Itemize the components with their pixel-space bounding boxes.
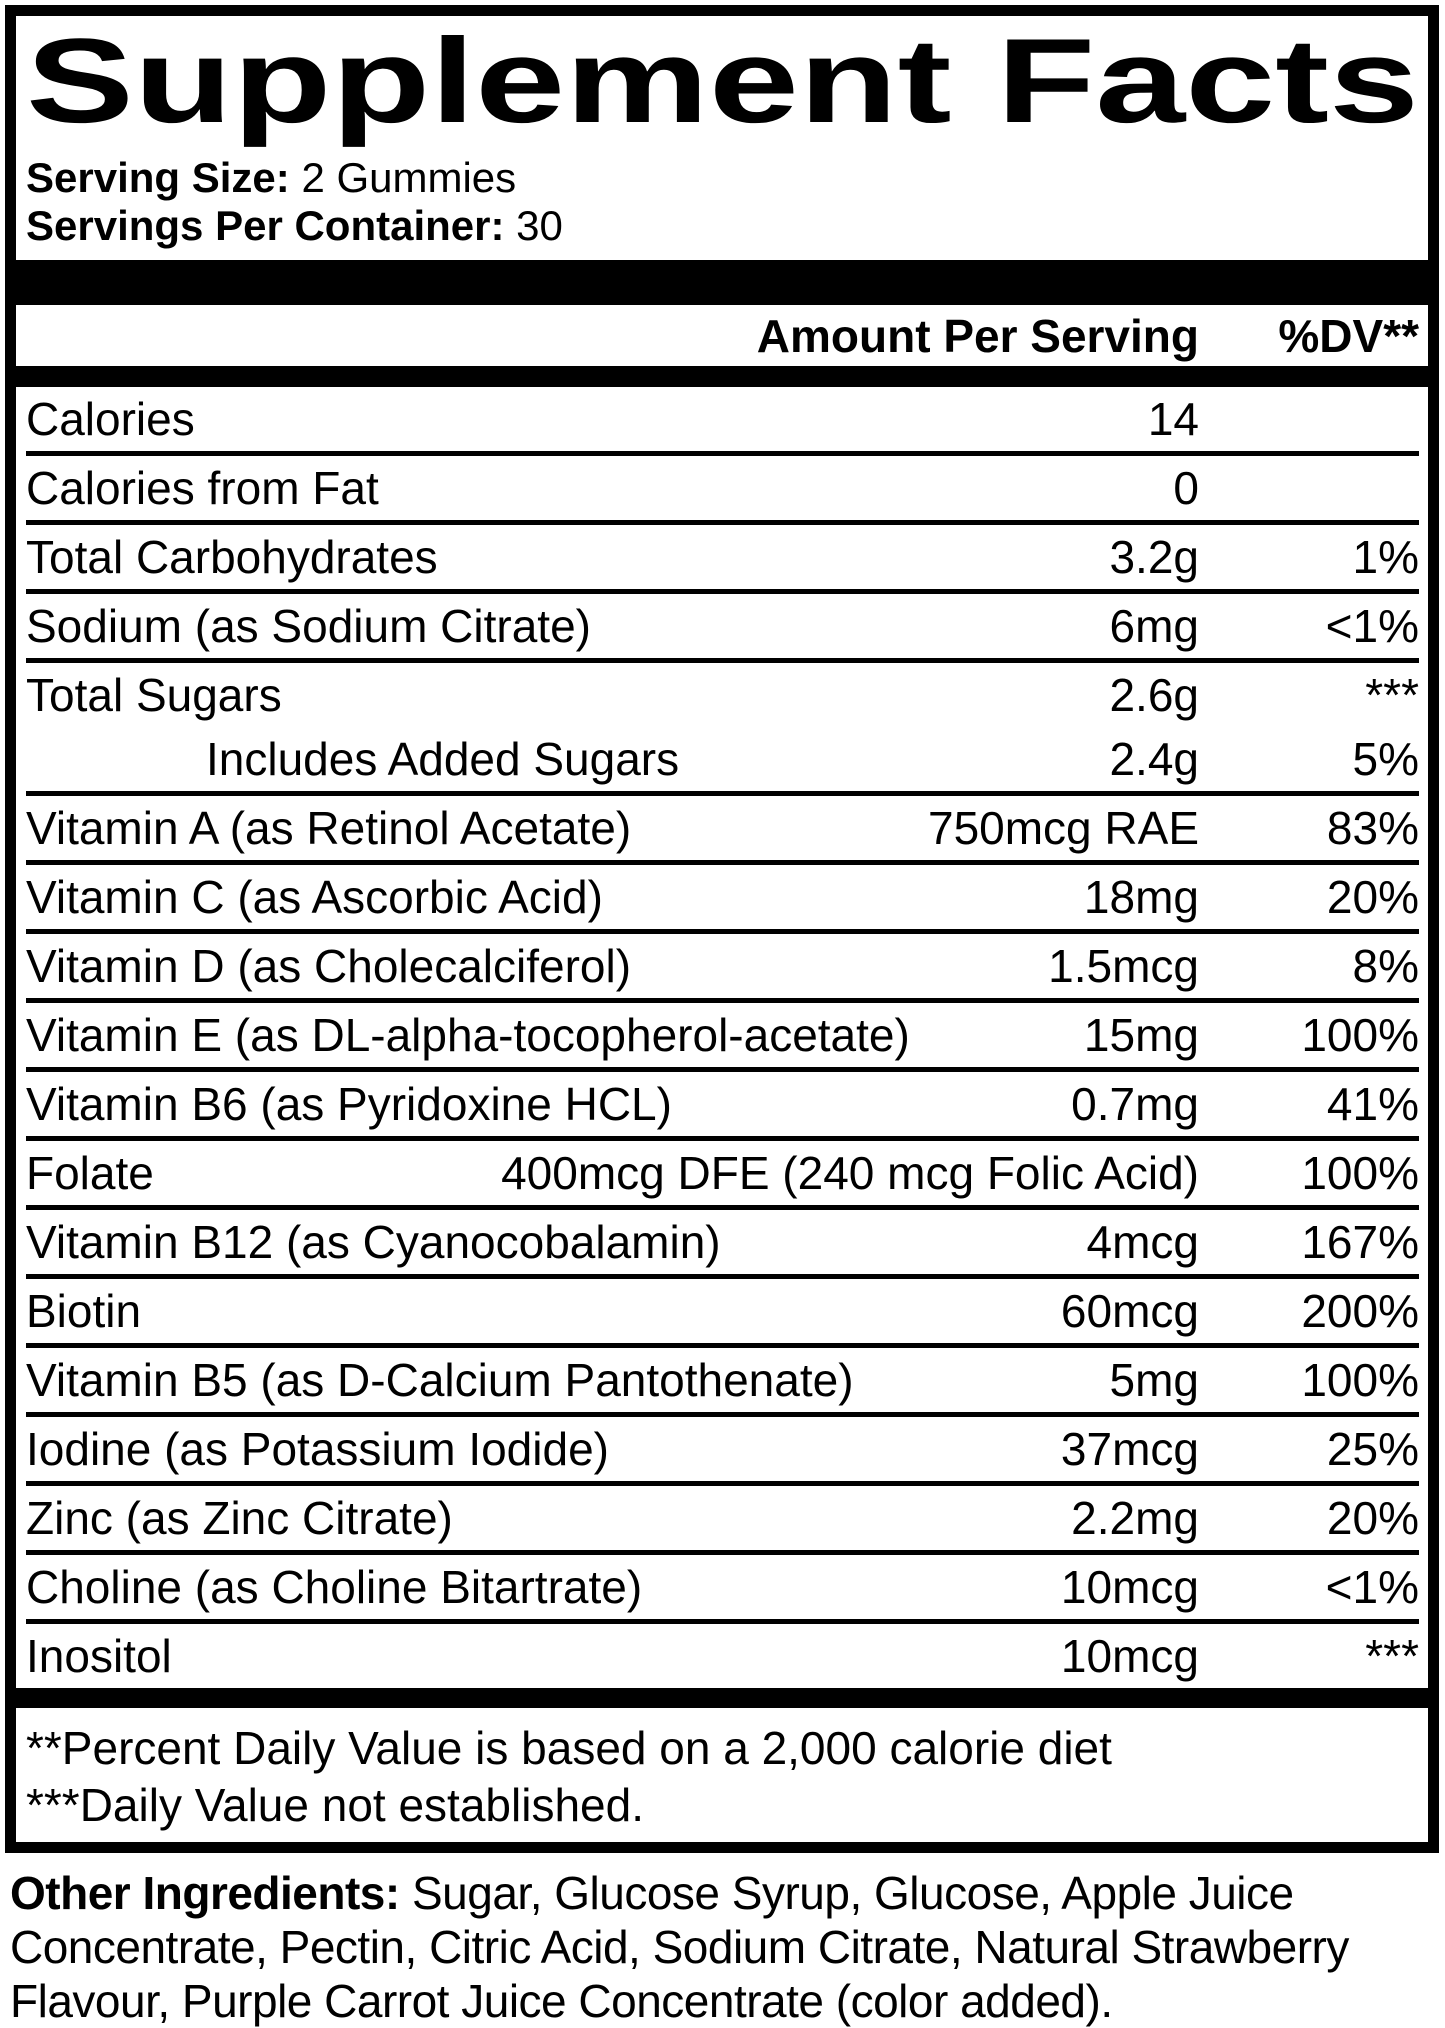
nutrient-amount: 18mg xyxy=(1083,871,1199,923)
nutrient-name: Inositol xyxy=(26,1630,172,1682)
nutrient-amount: 2.2mg xyxy=(1071,1492,1199,1544)
table-row xyxy=(26,1555,1419,1624)
nutrient-name: Vitamin B6 (as Pyridoxine HCL) xyxy=(26,1078,672,1130)
thick-separator-bar-bottom xyxy=(16,1688,1428,1708)
page-title-text: Supplement Facts xyxy=(26,20,1419,148)
table-row xyxy=(26,934,1419,1003)
nutrient-dv: 20% xyxy=(1326,871,1419,923)
nutrient-name: Vitamin A (as Retinol Acetate) xyxy=(26,802,632,854)
nutrient-amount: 4mcg xyxy=(1086,1216,1199,1268)
nutrient-name: Vitamin C (as Ascorbic Acid) xyxy=(26,871,603,923)
nutrient-table xyxy=(26,387,1419,1688)
nutrient-name: Calories xyxy=(26,393,195,445)
nutrient-dv: <1% xyxy=(1325,1561,1419,1613)
nutrient-name: Sodium (as Sodium Citrate) xyxy=(26,600,591,652)
nutrient-dv: 167% xyxy=(1301,1216,1419,1268)
nutrient-dv: 100% xyxy=(1301,1354,1419,1406)
table-row xyxy=(26,1072,1419,1141)
serving-info xyxy=(26,154,1419,250)
percent-dv-header: %DV** xyxy=(1278,309,1419,362)
nutrient-amount: 10mcg xyxy=(1060,1561,1199,1613)
nutrient-name: Total Carbohydrates xyxy=(26,531,438,583)
nutrient-name: Vitamin B12 (as Cyanocobalamin) xyxy=(26,1216,721,1268)
nutrient-amount: 15mg xyxy=(1083,1009,1199,1061)
amount-per-serving-header: Amount Per Serving xyxy=(756,309,1199,362)
table-row xyxy=(26,594,1419,663)
table-row xyxy=(26,1003,1419,1072)
serving-size-label: Serving Size: xyxy=(26,154,290,201)
table-row xyxy=(26,525,1419,594)
nutrient-amount: 14 xyxy=(1147,393,1199,445)
table-row xyxy=(26,387,1419,456)
servings-per-container-line xyxy=(26,202,1419,250)
table-row xyxy=(26,1279,1419,1348)
nutrient-amount: 0 xyxy=(1173,462,1199,514)
nutrient-name: Biotin xyxy=(26,1285,142,1337)
nutrient-amount: 400mcg DFE (240 mcg Folic Acid) xyxy=(501,1147,1199,1199)
footnote-daily-value: **Percent Daily Value is based on a 2,000 calorie diet xyxy=(26,1722,1112,1774)
nutrient-name: Vitamin B5 (as D-Calcium Pantothenate) xyxy=(26,1354,854,1406)
nutrient-amount: 0.7mg xyxy=(1071,1078,1199,1130)
nutrient-amount: 1.5mcg xyxy=(1048,940,1199,992)
footnote-not-established: ***Daily Value not established. xyxy=(26,1779,644,1831)
nutrient-amount: 2.4g xyxy=(1109,733,1199,785)
other-ingredients-label: Other Ingredients: xyxy=(10,1867,400,1919)
table-row xyxy=(26,1210,1419,1279)
table-row xyxy=(26,1417,1419,1486)
serving-size-value: 2 Gummies xyxy=(301,154,517,201)
serving-size-line xyxy=(26,154,1419,202)
nutrient-dv: 8% xyxy=(1352,940,1419,992)
table-row xyxy=(26,727,1419,796)
nutrient-dv: 100% xyxy=(1301,1147,1419,1199)
nutrient-dv: 41% xyxy=(1326,1078,1419,1130)
nutrient-dv: 200% xyxy=(1301,1285,1419,1337)
nutrient-amount: 37mcg xyxy=(1060,1423,1199,1475)
servings-per-container-value: 30 xyxy=(516,202,563,249)
table-row xyxy=(26,1486,1419,1555)
page-title xyxy=(26,20,1419,150)
table-row xyxy=(26,1141,1419,1210)
nutrient-name: Vitamin D (as Cholecalciferol) xyxy=(26,940,632,992)
table-row xyxy=(26,456,1419,525)
servings-per-container-label: Servings Per Container: xyxy=(26,202,505,249)
table-row xyxy=(26,1624,1419,1688)
nutrient-dv: 100% xyxy=(1301,1009,1419,1061)
nutrient-dv: *** xyxy=(1365,1630,1419,1682)
nutrient-name: Total Sugars xyxy=(26,669,282,721)
table-row xyxy=(26,865,1419,934)
other-ingredients-text: Sugar, Glucose Syrup, Glucose, Apple Juice Concentrate, Pectin, Citric Acid, Sodium Citrate, Natural Strawberry Flavour, Purple Carrot Juice Concentrate (color added). xyxy=(10,1867,1349,2027)
thick-separator-bar-top xyxy=(16,260,1428,305)
nutrient-amount: 6mg xyxy=(1109,600,1199,652)
nutrient-name: Includes Added Sugars xyxy=(206,733,680,785)
nutrient-name: Choline (as Choline Bitartrate) xyxy=(26,1561,643,1613)
footnotes xyxy=(26,1720,1419,1834)
table-row xyxy=(26,1348,1419,1417)
nutrient-dv: 83% xyxy=(1326,802,1419,854)
supplement-facts-label xyxy=(5,5,1439,1853)
other-ingredients xyxy=(10,1866,1438,2028)
nutrient-amount: 5mg xyxy=(1109,1354,1199,1406)
nutrient-dv: 25% xyxy=(1326,1423,1419,1475)
nutrient-name: Zinc (as Zinc Citrate) xyxy=(26,1492,453,1544)
nutrient-name: Vitamin E (as DL-alpha-tocopherol-acetate) xyxy=(26,1009,910,1061)
nutrient-amount: 3.2g xyxy=(1109,531,1199,583)
nutrient-name: Folate xyxy=(26,1147,154,1199)
table-row xyxy=(26,796,1419,865)
label-inner xyxy=(16,16,1428,1834)
nutrient-name: Calories from Fat xyxy=(26,462,379,514)
nutrient-dv: *** xyxy=(1365,669,1419,721)
table-header-row xyxy=(26,305,1419,366)
nutrient-amount: 750mcg RAE xyxy=(927,802,1199,854)
nutrient-amount: 2.6g xyxy=(1109,669,1199,721)
medium-separator-bar xyxy=(16,366,1428,387)
nutrient-dv: <1% xyxy=(1325,600,1419,652)
nutrient-name: Iodine (as Potassium Iodide) xyxy=(26,1423,609,1475)
nutrient-amount: 10mcg xyxy=(1060,1630,1199,1682)
nutrient-dv: 20% xyxy=(1326,1492,1419,1544)
nutrient-dv: 1% xyxy=(1352,531,1419,583)
nutrient-dv: 5% xyxy=(1352,733,1419,785)
nutrient-amount: 60mcg xyxy=(1060,1285,1199,1337)
table-row xyxy=(26,663,1419,727)
